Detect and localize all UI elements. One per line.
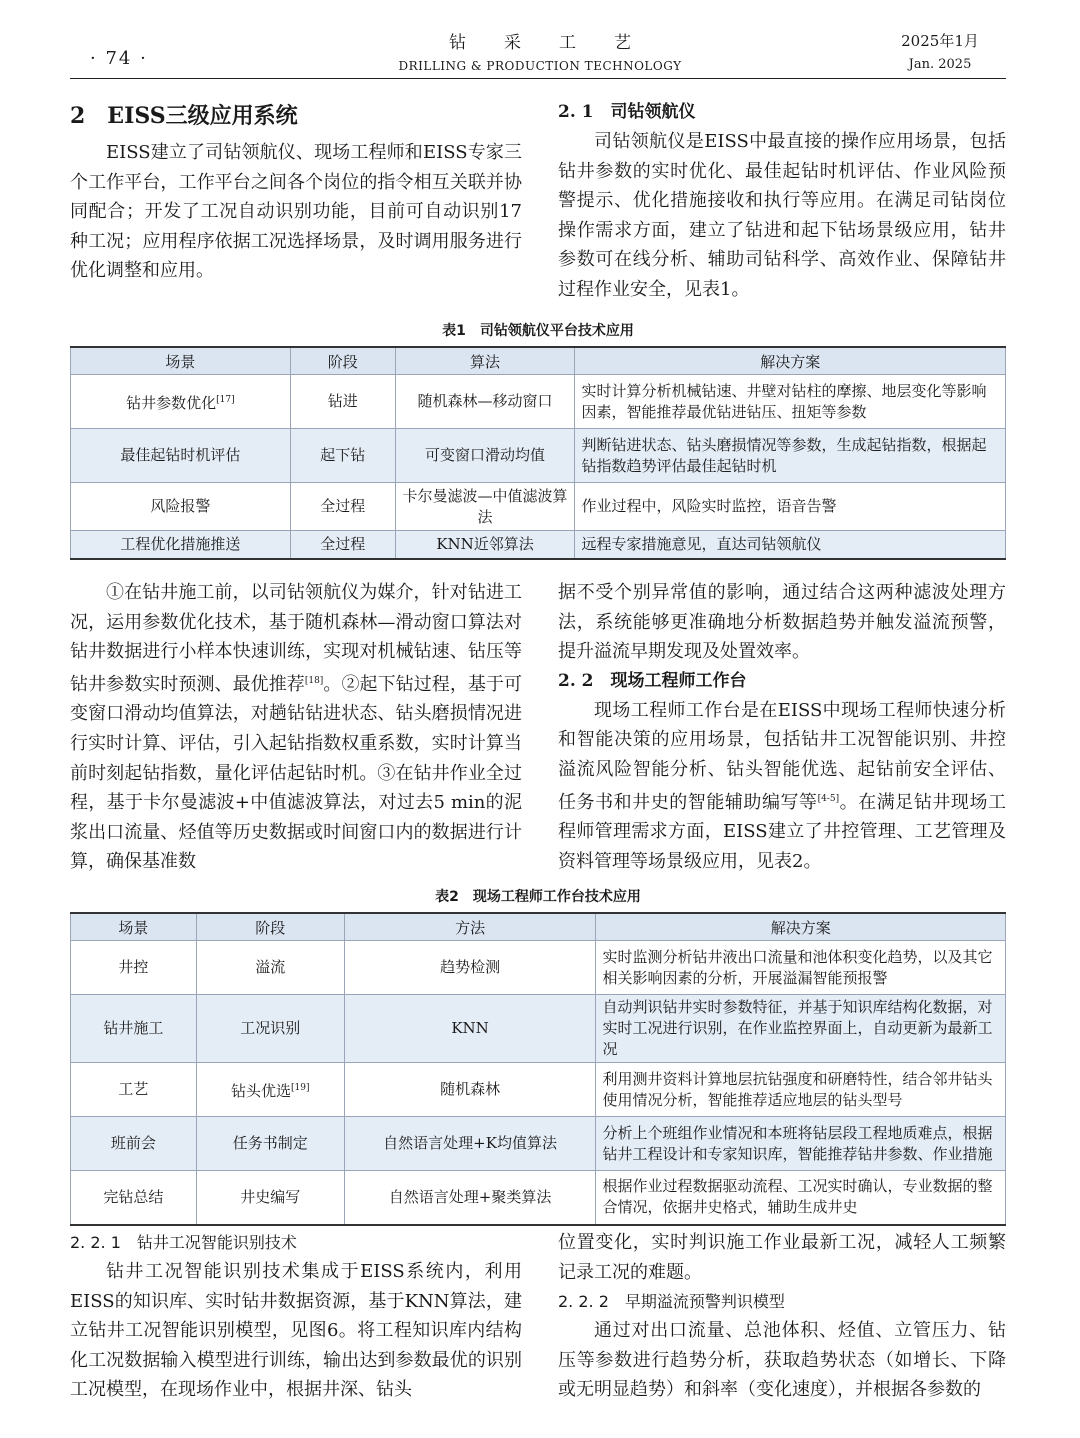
table-cell-method: 趋势检测 xyxy=(344,941,596,995)
table-row xyxy=(71,483,1006,531)
table-row xyxy=(71,531,1006,559)
table-row xyxy=(71,429,1006,483)
section-2-2-1-paragraph: 钻井工况智能识别技术集成于EISS系统内，利用EISS的知识库、实时钻井数据资源，基于KNN算法，建立钻井工况智能识别模型，见图6。将工程知识库内结构化工况数据输入模型进行训练，输出达到参数最优的识别工况模型，在现场作业中，根据井深、钻头 xyxy=(70,1261,522,1401)
table-cell-stage: 钻进 xyxy=(290,375,395,429)
table-cell-solution: 利用测井资料计算地层抗钻强度和研磨特性，结合邻井钻头使用情况分析，智能推荐适应地层的钻头型号 xyxy=(596,1063,1006,1117)
drilling-process-paragraph: ①在钻井施工前，以司钻领航仪为媒介，针对钻进工况，运用参数优化技术，基于随机森林—滑动窗口算法对钻井数据进行小样本快速训练，实现对机械钻速、钻压等钻井参数实时预测、最优推荐[18]。②起下钻过程，基于可变窗口滑动均值算法，对趟钻钻进状态、钻头磨损情况进行实时计算、评估，引入起钻指数权重系数，实时计算当前时刻起钻指数，量化评估起钻时机。③在钻井作业全过程，基于卡尔曼滤波+中值滤波算法，对过去5 min的泥浆出口流量、烃值等历史数据或时间窗口内的数据进行计算，确保基准数 xyxy=(70,582,523,873)
issue-date xyxy=(880,30,1000,72)
section-2-paragraph: EISS建立了司钻领航仪、现场工程师和EISS专家三个工作平台，工作平台之间各个岗位的指令相互关联并协同配合；开发了工况自动识别功能，目前可自动识别17种工况；应用程序依据工况选择场景，及时调用服务进行优化调整和应用。 xyxy=(70,142,522,282)
table-cell-solution: 分析上个班组作业情况和本班将钻层段工程地质难点，根据钻井工程设计和专家知识库，智能推荐钻井参数、作业措施 xyxy=(596,1117,1006,1171)
table-2-header: 方法 xyxy=(344,913,596,941)
table-row xyxy=(71,1117,1006,1171)
table-cell-stage: 起下钻 xyxy=(290,429,395,483)
table-cell-method: KNN xyxy=(344,995,596,1063)
section-2-1 xyxy=(558,98,1006,305)
table-2-header: 阶段 xyxy=(196,913,344,941)
section-2-2-2-title: 2. 2. 2 早期溢流预警判识模型 xyxy=(558,1292,785,1312)
issue-date-en: Jan. 2025 xyxy=(908,57,972,72)
section-2-1-paragraph: 司钻领航仪是EISS中最直接的操作应用场景，包括钻井参数的实时优化、最佳起钻时机评估、作业风险预警提示、优化措施接收和执行等应用。在满足司钻岗位操作需求方面，建立了钻进和起下钻场景级应用，钻井参数可在线分析、辅助司钻科学、高效作业、保障钻井过程作业安全，见表1。 xyxy=(558,131,1006,300)
table-cell-algorithm: 可变窗口滑动均值 xyxy=(395,429,575,483)
table-cell-stage: 井史编写 xyxy=(196,1171,344,1225)
table-cell-scene: 班前会 xyxy=(71,1117,197,1171)
table-cell-stage: 溢流 xyxy=(196,941,344,995)
table-1-header: 解决方案 xyxy=(575,347,1006,375)
continued-paragraph: 据不受个别异常值的影响，通过结合这两种滤波处理方法，系统能够更准确地分析数据趋势并触发溢流预警，提升溢流早期发现及处置效率。 xyxy=(558,582,1006,663)
table-cell-scene: 钻井施工 xyxy=(71,995,197,1063)
table-cell-method: 自然语言处理+聚类算法 xyxy=(344,1171,596,1225)
section-2-2-2-paragraph: 通过对出口流量、总池体积、烃值、立管压力、钻压等参数进行趋势分析，获取趋势状态（如增长、下降或无明显趋势）和斜率（变化速度），并根据各参数的 xyxy=(558,1320,1006,1401)
table-2-caption: 表2 现场工程师工作台技术应用 xyxy=(435,889,641,905)
table-cell-scene: 工艺 xyxy=(71,1063,197,1117)
table-1-header: 场景 xyxy=(71,347,291,375)
table-cell-stage: 工况识别 xyxy=(196,995,344,1063)
section-2-2-2 xyxy=(558,1228,1006,1405)
table-row xyxy=(71,941,1006,995)
table-2 xyxy=(70,912,1006,1226)
section-2-title: 2 EISS三级应用系统 xyxy=(70,103,298,129)
table-cell-solution: 远程专家措施意见，直达司钻领航仪 xyxy=(575,531,1006,559)
header-divider xyxy=(70,78,1006,79)
table-cell-stage: 全过程 xyxy=(290,531,395,559)
table-cell-stage: 钻头优选[19] xyxy=(196,1063,344,1117)
table-2-header: 解决方案 xyxy=(596,913,1006,941)
table-cell-stage: 任务书制定 xyxy=(196,1117,344,1171)
table-cell-scene: 风险报警 xyxy=(71,483,291,531)
table-1 xyxy=(70,346,1006,560)
table-cell-solution: 判断钻进状态、钻头磨损情况等参数，生成起钻指数，根据起钻指数趋势评估最佳起钻时机 xyxy=(575,429,1006,483)
table-cell-scene: 工程优化措施推送 xyxy=(71,531,291,559)
table-cell-scene: 井控 xyxy=(71,941,197,995)
table-2-header: 场景 xyxy=(71,913,197,941)
table-cell-method: 随机森林 xyxy=(344,1063,596,1117)
section-2-1-title: 2. 1 司钻领航仪 xyxy=(558,102,696,122)
table-cell-stage: 全过程 xyxy=(290,483,395,531)
table-1-header: 阶段 xyxy=(290,347,395,375)
section-2-2-title: 2. 2 现场工程师工作台 xyxy=(558,670,747,691)
drilling-process-text xyxy=(70,578,522,877)
journal-title-en: DRILLING & PRODUCTION TECHNOLOGY xyxy=(398,59,682,73)
table-cell-solution: 自动判识钻井实时参数特征，并基于知识库结构化数据，对实时工况进行识别，在作业监控界面上，自动更新为最新工况 xyxy=(596,995,1006,1063)
table-row xyxy=(71,1063,1006,1117)
table-2-header-row xyxy=(71,913,1006,941)
table-cell-solution: 根据作业过程数据驱动流程、工况实时确认，专业数据的整合情况，依据井史格式，辅助生成井史 xyxy=(596,1171,1006,1225)
table-1-header-row xyxy=(71,347,1006,375)
table-cell-scene: 完钻总结 xyxy=(71,1171,197,1225)
table-cell-solution: 实时计算分析机械钻速、井壁对钻柱的摩擦、地层变化等影响因素，智能推荐最优钻进钻压、扭矩等参数 xyxy=(575,375,1006,429)
table-cell-method: 自然语言处理+K均值算法 xyxy=(344,1117,596,1171)
table-cell-algorithm: 随机森林—移动窗口 xyxy=(395,375,575,429)
section-2 xyxy=(70,96,522,286)
table-row xyxy=(71,375,1006,429)
table-1-caption: 表1 司钻领航仪平台技术应用 xyxy=(442,323,634,339)
table-cell-algorithm: 卡尔曼滤波—中值滤波算法 xyxy=(395,483,575,531)
continued-paragraph: 位置变化，实时判识施工作业最新工况，减轻人工频繁记录工况的难题。 xyxy=(558,1232,1006,1283)
section-2-2-1-title: 2. 2. 1 钻井工况智能识别技术 xyxy=(70,1233,297,1252)
table-cell-solution: 作业过程中，风险实时监控，语音告警 xyxy=(575,483,1006,531)
section-2-2-paragraph: 现场工程师工作台是在EISS中现场工程师快速分析和智能决策的应用场景，包括钻井工况智能识别、井控溢流风险智能分析、钻头智能优选、起钻前安全评估、任务书和井史的智能辅助编写等[4-5]。在满足钻井现场工程师管理需求方面，EISS建立了井控管理、工艺管理及资料管理等场景级应用，见表2。 xyxy=(558,699,1007,872)
table-cell-scene: 钻井参数优化[17] xyxy=(71,375,291,429)
table-row xyxy=(71,995,1006,1063)
issue-date-cn: 2025年1月 xyxy=(901,32,979,50)
journal-title xyxy=(390,28,690,73)
table-1-header: 算法 xyxy=(395,347,575,375)
section-2-2-1 xyxy=(70,1228,522,1405)
table-row xyxy=(71,1171,1006,1225)
page-number: · 74 · xyxy=(90,48,148,69)
section-2-2 xyxy=(558,578,1006,876)
table-cell-scene: 最佳起钻时机评估 xyxy=(71,429,291,483)
table-cell-algorithm: KNN近邻算法 xyxy=(395,531,575,559)
journal-title-cn: 钻采工艺 xyxy=(449,33,669,53)
table-cell-solution: 实时监测分析钻井液出口流量和池体积变化趋势，以及其它相关影响因素的分析，开展溢漏智能预报警 xyxy=(596,941,1006,995)
